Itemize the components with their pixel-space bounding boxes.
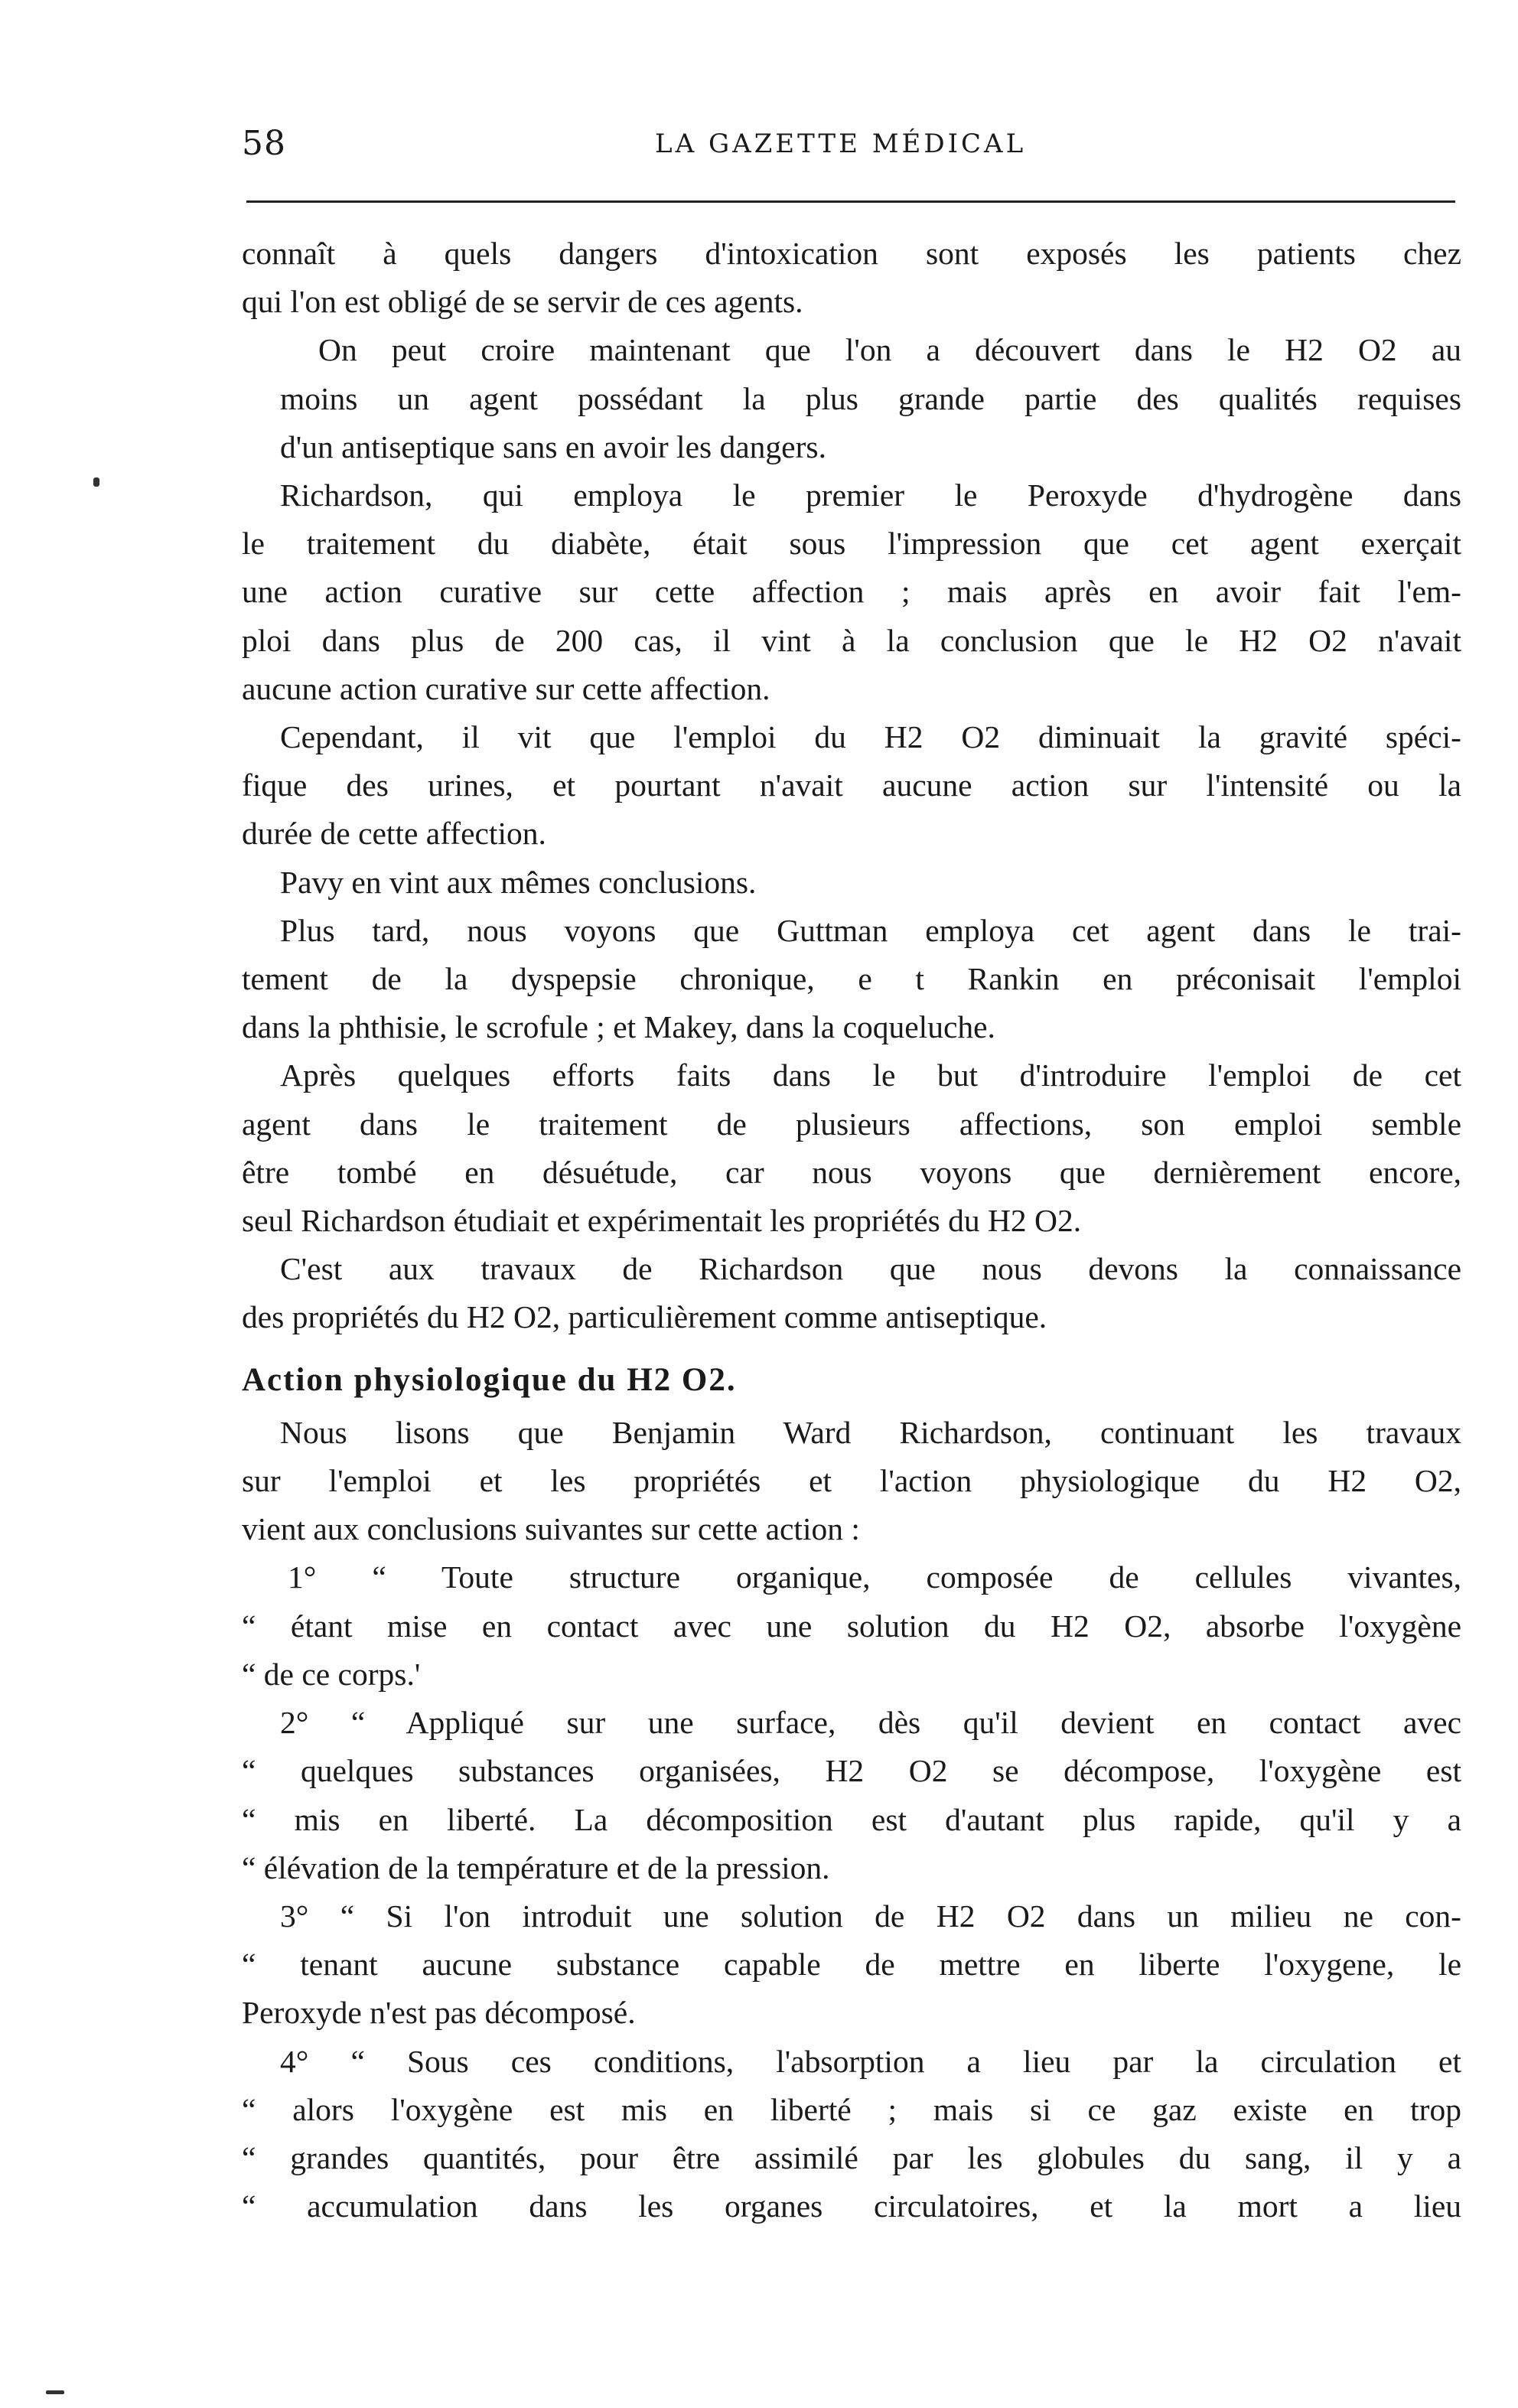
paragraph-4: [242, 713, 1461, 859]
text-line: ploi dans plus de 200 cas, il vint à la conclusion que le H2 O2 n'avait: [242, 622, 1461, 658]
paragraph-6: [242, 907, 1461, 1052]
running-title: LA GAZETTE MÉDICAL: [655, 129, 1027, 159]
paragraph-1: [242, 230, 1461, 326]
text-line: “ élévation de la température et de la pression.: [242, 1849, 830, 1885]
text-line: qui l'on est obligé de se servir de ces agents.: [242, 284, 803, 320]
page-number: 58: [242, 124, 286, 163]
text-line: C'est aux travaux de Richardson que nous devons la connaissance: [280, 1251, 1461, 1287]
text-line: “ mis en liberté. La décomposition est d'autant plus rapide, qu'il y a: [242, 1801, 1461, 1837]
paragraph-9: [242, 1409, 1461, 1554]
text-line: 1° “ Toute structure organique, composée de cellules vivantes,: [288, 1559, 1461, 1595]
paragraph-2: [242, 326, 1461, 471]
text-line: le traitement du diabète, était sous l'impression que cet agent exerçait: [242, 526, 1461, 562]
body-text: [242, 230, 1461, 2230]
text-line: Cependant, il vit que l'emploi du H2 O2 diminuait la gravité spéci-: [280, 719, 1461, 755]
text-line: “ étant mise en contact avec une solution du H2 O2, absorbe l'oxygène: [242, 1608, 1461, 1644]
paragraph-7: [242, 1051, 1461, 1245]
text-line: 3° “ Si l'on introduit une solution de H2 O2 dans un milieu ne con-: [280, 1898, 1461, 1934]
page-header: [242, 115, 1461, 176]
quote-item-3: [242, 1892, 1461, 2038]
paragraph-8: [242, 1245, 1461, 1341]
text-line: aucune action curative sur cette affection.: [242, 670, 770, 706]
text-line: “ quelques substances organisées, H2 O2 se décompose, l'oxygène est: [242, 1753, 1461, 1789]
text-line: Nous lisons que Benjamin Ward Richardson, continuant les travaux: [280, 1414, 1461, 1450]
text-line: seul Richardson étudiait et expérimentait les propriétés du H2 O2.: [242, 1203, 1082, 1239]
quote-item-2: [242, 1699, 1461, 1892]
text-line: des propriétés du H2 O2, particulièrement comme antiseptique.: [242, 1299, 1047, 1335]
text-line: agent dans le traitement de plusieurs affections, son emploi semble: [242, 1106, 1461, 1142]
text-line: 2° “ Appliqué sur une surface, dès qu'il devient en contact avec: [280, 1705, 1461, 1741]
text-line: une action curative sur cette affection ; mais après en avoir fait l'em-: [242, 574, 1461, 610]
text-line: “ de ce corps.': [242, 1656, 421, 1692]
text-line: Plus tard, nous voyons que Guttman employa cet agent dans le trai-: [280, 912, 1461, 948]
section-heading: Action physiologique du H2 O2.: [242, 1361, 737, 1398]
margin-mark: [93, 477, 99, 487]
text-line: moins un agent possédant la plus grande partie des qualités requises: [280, 380, 1461, 416]
text-line: “ alors l'oxygène est mis en liberté ; mais si ce gaz existe en trop: [242, 2091, 1461, 2127]
text-line: sur l'emploi et les propriétés et l'action physiologique du H2 O2,: [242, 1463, 1461, 1499]
paragraph-3: [242, 471, 1461, 713]
text-line: Peroxyde n'est pas décomposé.: [242, 1995, 636, 2031]
text-line: fique des urines, et pourtant n'avait aucune action sur l'intensité ou la: [242, 767, 1461, 803]
text-line: Après quelques efforts faits dans le but d'introduire l'emploi de cet: [280, 1057, 1461, 1093]
header-rule: [246, 200, 1455, 203]
text-line: être tombé en désuétude, car nous voyons que dernièrement encore,: [242, 1154, 1461, 1190]
text-line: d'un antiseptique sans en avoir les dangers.: [280, 428, 826, 464]
text-line: Richardson, qui employa le premier le Peroxyde d'hydrogène dans: [280, 477, 1461, 513]
quote-item-4: [242, 2038, 1461, 2231]
text-line: “ tenant aucune substance capable de mettre en liberte l'oxygene, le: [242, 1947, 1461, 1983]
text-line: durée de cette affection.: [242, 816, 546, 852]
text-line: On peut croire maintenant que l'on a découvert dans le H2 O2 au: [318, 332, 1461, 368]
quote-item-1: [242, 1553, 1461, 1699]
text-line: connaît à quels dangers d'intoxication sont exposés les patients chez: [242, 236, 1461, 271]
text-line: “ accumulation dans les organes circulatoires, et la mort a lieu: [242, 2188, 1461, 2224]
text-line: dans la phthisie, le scrofule ; et Makey, dans la coqueluche.: [242, 1009, 995, 1045]
margin-mark-bottom: [46, 2390, 64, 2394]
text-line: vient aux conclusions suivantes sur cette action :: [242, 1511, 860, 1547]
text-line: 4° “ Sous ces conditions, l'absorption a lieu par la circulation et: [280, 2043, 1461, 2079]
text-line: tement de la dyspepsie chronique, e t Rankin en préconisait l'emploi: [242, 961, 1461, 997]
text-line: “ grandes quantités, pour être assimilé par les globules du sang, il y a: [242, 2139, 1461, 2175]
text-line: Pavy en vint aux mêmes conclusions.: [280, 864, 757, 900]
paragraph-5: [242, 859, 1461, 907]
